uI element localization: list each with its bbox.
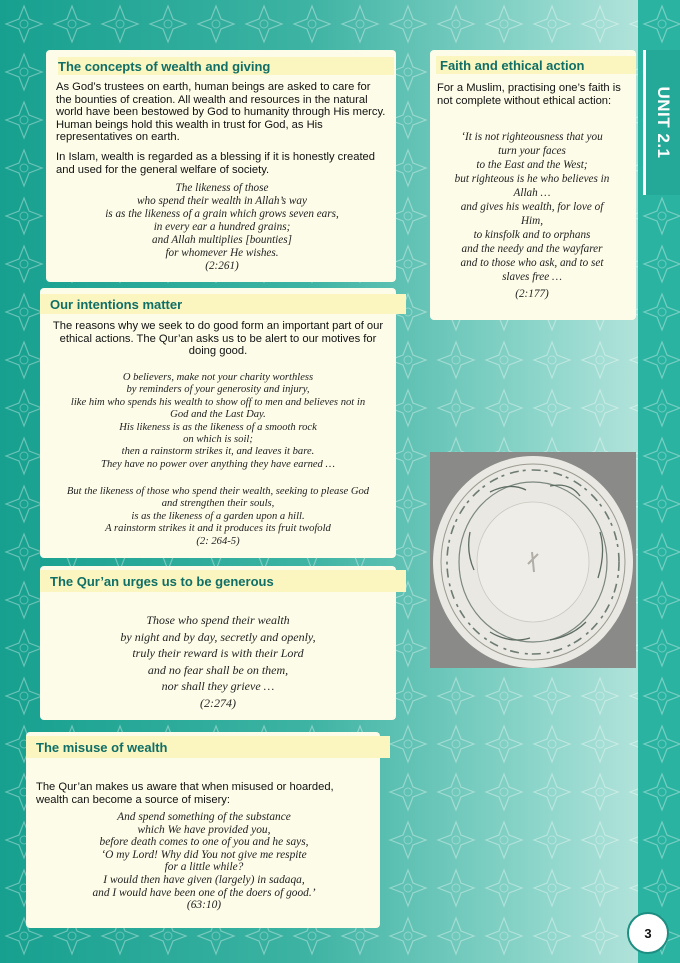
generous-heading: The Qur’an urges us to be generous	[40, 570, 406, 592]
unit-label: UNIT 2.1	[654, 86, 674, 159]
plate-illustration	[430, 452, 636, 668]
concepts-heading: The concepts of wealth and giving	[58, 57, 394, 75]
concepts-verse: The likeness of those who spend their wealth in Allah’s way is as the likeness of a grain which grows seven ears, in every ear a hundred grains; and Allah multiplies [bounties] for whomever He wishes. (2:261)	[105, 182, 339, 272]
intentions-verse-1: O believers, make not your charity worthless by reminders of your generosity and injury, like him who spends his wealth to show off to men and believes not in God and the Last Day. His likeness is as the likeness of a smooth rock on which is soil; then a rainstorm strikes it, and leaves it bare. They have no power over anything they have earned …	[70, 372, 366, 470]
intentions-paragraph: The reasons why we seek to do good form an important part of our ethical actions. The Qur’an asks us to be alert to our motives for doing good.	[52, 320, 384, 358]
concepts-paragraph-2: In Islam, wealth is regarded as a blessing if it is honestly created and used for the general welfare of society.	[56, 151, 376, 176]
intentions-heading: Our intentions matter	[40, 294, 406, 314]
intentions-verse-2: But the likeness of those who spend their wealth, seeking to please God and strengthen their souls, is as the likeness of a garden upon a hill. A rainstorm strikes it and it produces its fruit twofold (2: 264-5)	[66, 486, 370, 547]
concepts-paragraph-1: As God’s trustees on earth, human beings are asked to care for the bounties of creation. All wealth and resources in the natural world have been bestowed by God to humanity through His mercy. Human beings hold this wealth in trust for God, as His representatives on earth.	[56, 81, 386, 144]
unit-tab	[643, 50, 680, 195]
misuse-verse: And spend something of the substance which We have provided you, before death comes to one of you and he says, ‘O my Lord! Why did You not give me respite for a little while? I would then have given (largely) in sadaqa, and I would have been one of the doers of good.’ (63:10)	[92, 811, 316, 912]
misuse-paragraph: The Qur’an makes us aware that when misused or hoarded, wealth can become a source of misery:	[36, 781, 334, 806]
faith-verse-reference: (2:177)	[515, 288, 549, 300]
faith-verse: ‘It is not righteousness that you turn your faces to the East and the West; but righteous is he who believes in Allah … and gives his wealth, for love of Him, to kinsfolk and to orphans and the needy and the wayfarer and to those who ask, and to set slaves free …	[454, 131, 610, 283]
page-number: 3	[627, 912, 669, 954]
faith-heading: Faith and ethical action	[436, 56, 636, 74]
misuse-heading: The misuse of wealth	[26, 736, 390, 758]
inscribed-plate-photo	[430, 452, 636, 668]
generous-verse: Those who spend their wealth by night and by day, secretly and openly, truly their reward is with their Lord and no fear shall be on them, nor shall they grieve … (2:274)	[120, 613, 316, 710]
faith-paragraph: For a Muslim, practising one’s faith is not complete without ethical action:	[437, 82, 621, 107]
